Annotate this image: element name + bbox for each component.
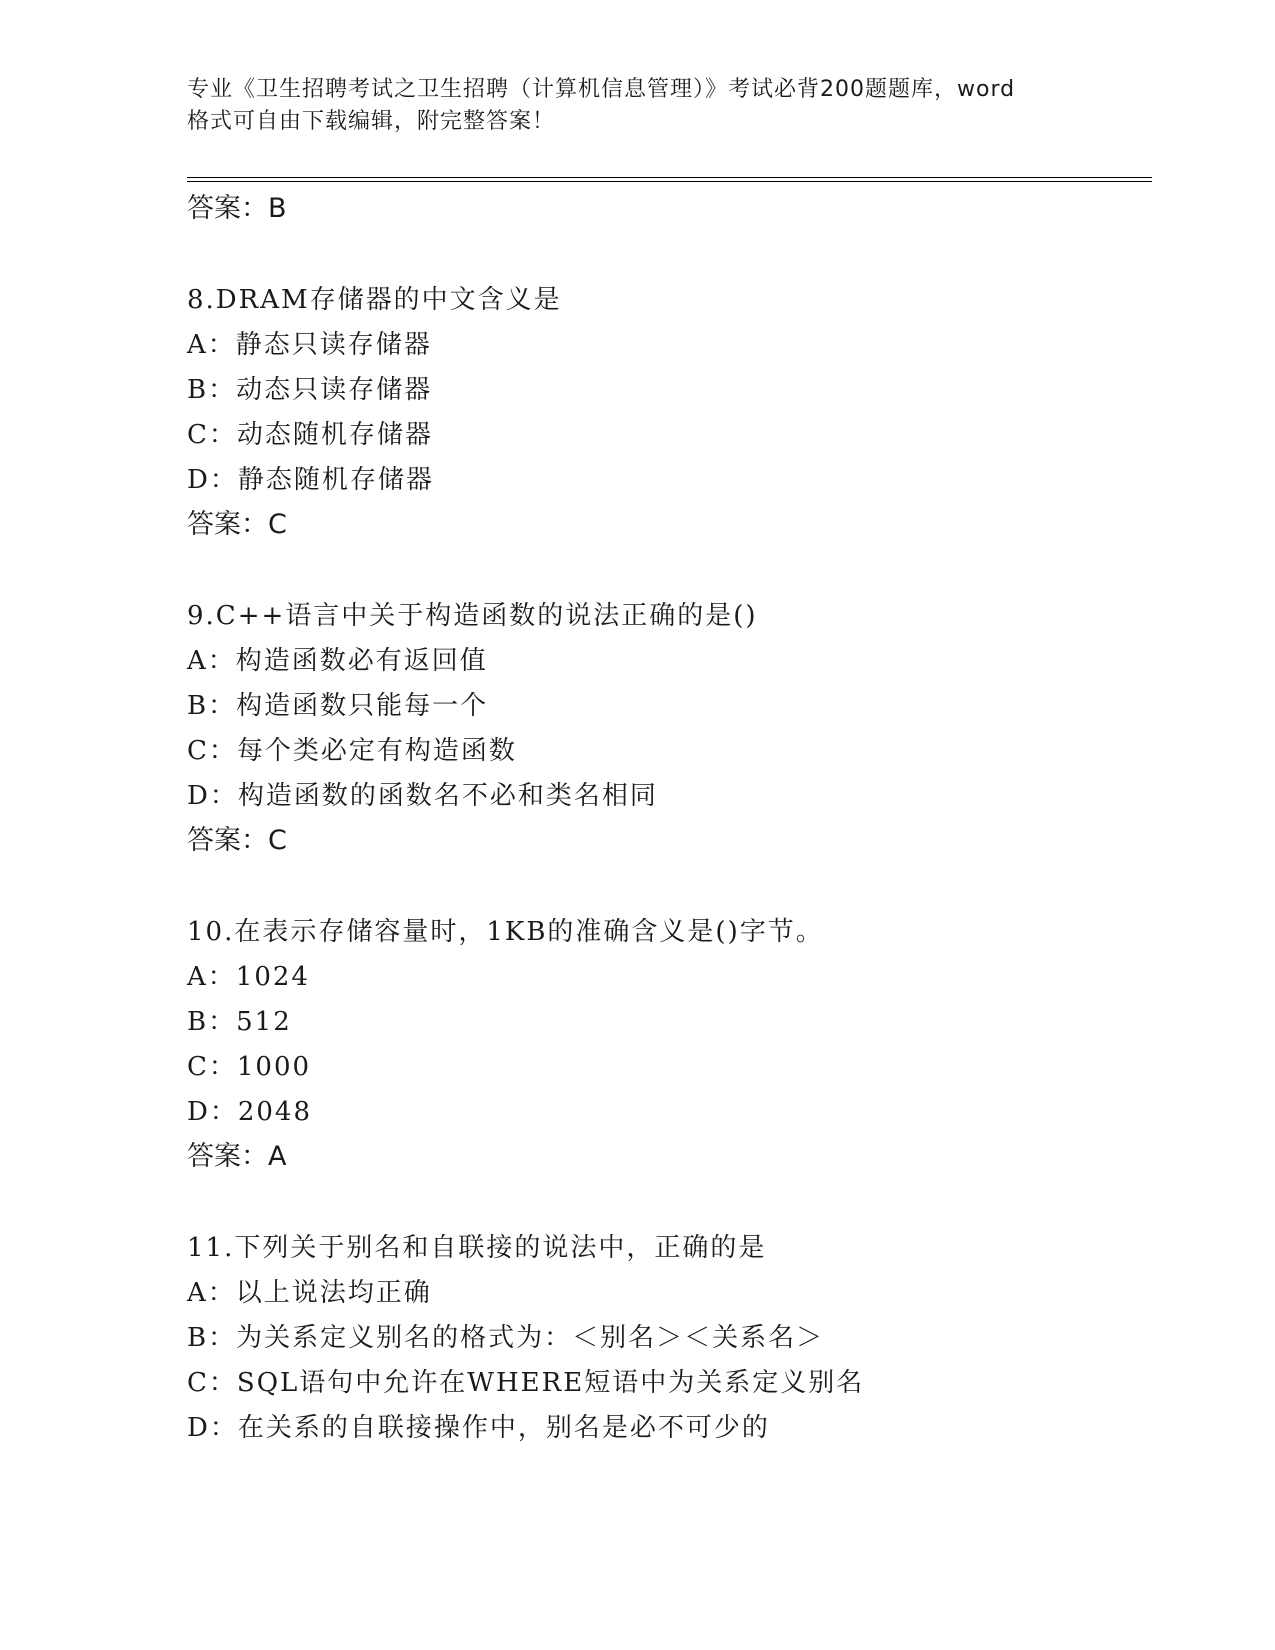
option-d: D：静态随机存储器 xyxy=(187,465,434,495)
option-b: B：动态只读存储器 xyxy=(187,375,433,405)
option-a: A：构造函数必有返回值 xyxy=(187,646,488,676)
option-a: A：静态只读存储器 xyxy=(187,330,432,360)
header-line-1: 专业《卫生招聘考试之卫生招聘（计算机信息管理）》考试必背200题题库，word xyxy=(187,77,1016,102)
option-c: C：1000 xyxy=(187,1052,312,1082)
option-b: B：构造函数只能每一个 xyxy=(187,691,489,721)
option-c: C：SQL语句中允许在WHERE短语中为关系定义别名 xyxy=(187,1368,865,1398)
header-rule-bottom xyxy=(187,181,1152,182)
header-rule-top xyxy=(187,177,1152,178)
answer-line: 答案：C xyxy=(187,825,287,856)
option-d: D：2048 xyxy=(187,1097,313,1127)
answer-line: 答案：A xyxy=(187,1141,287,1172)
question-stem: 10.在表示存储容量时，1KB的准确含义是()字节。 xyxy=(187,917,824,947)
option-a: A：1024 xyxy=(187,962,310,992)
option-a: A：以上说法均正确 xyxy=(187,1278,432,1308)
option-b: B：为关系定义别名的格式为：＜别名＞＜关系名＞ xyxy=(187,1323,825,1353)
option-c: C：每个类必定有构造函数 xyxy=(187,736,517,766)
option-d: D：构造函数的函数名不必和类名相同 xyxy=(187,781,658,811)
question-stem: 9.C++语言中关于构造函数的说法正确的是() xyxy=(187,601,758,631)
option-d: D：在关系的自联接操作中，别名是必不可少的 xyxy=(187,1413,770,1443)
question-stem: 11.下列关于别名和自联接的说法中，正确的是 xyxy=(187,1233,767,1263)
option-c: C：动态随机存储器 xyxy=(187,420,433,450)
previous-answer: 答案：B xyxy=(187,193,287,224)
option-b: B：512 xyxy=(187,1007,292,1037)
question-stem: 8.DRAM存储器的中文含义是 xyxy=(187,285,562,315)
answer-line: 答案：C xyxy=(187,509,287,540)
header-line-2: 格式可自由下载编辑，附完整答案！ xyxy=(187,109,556,134)
